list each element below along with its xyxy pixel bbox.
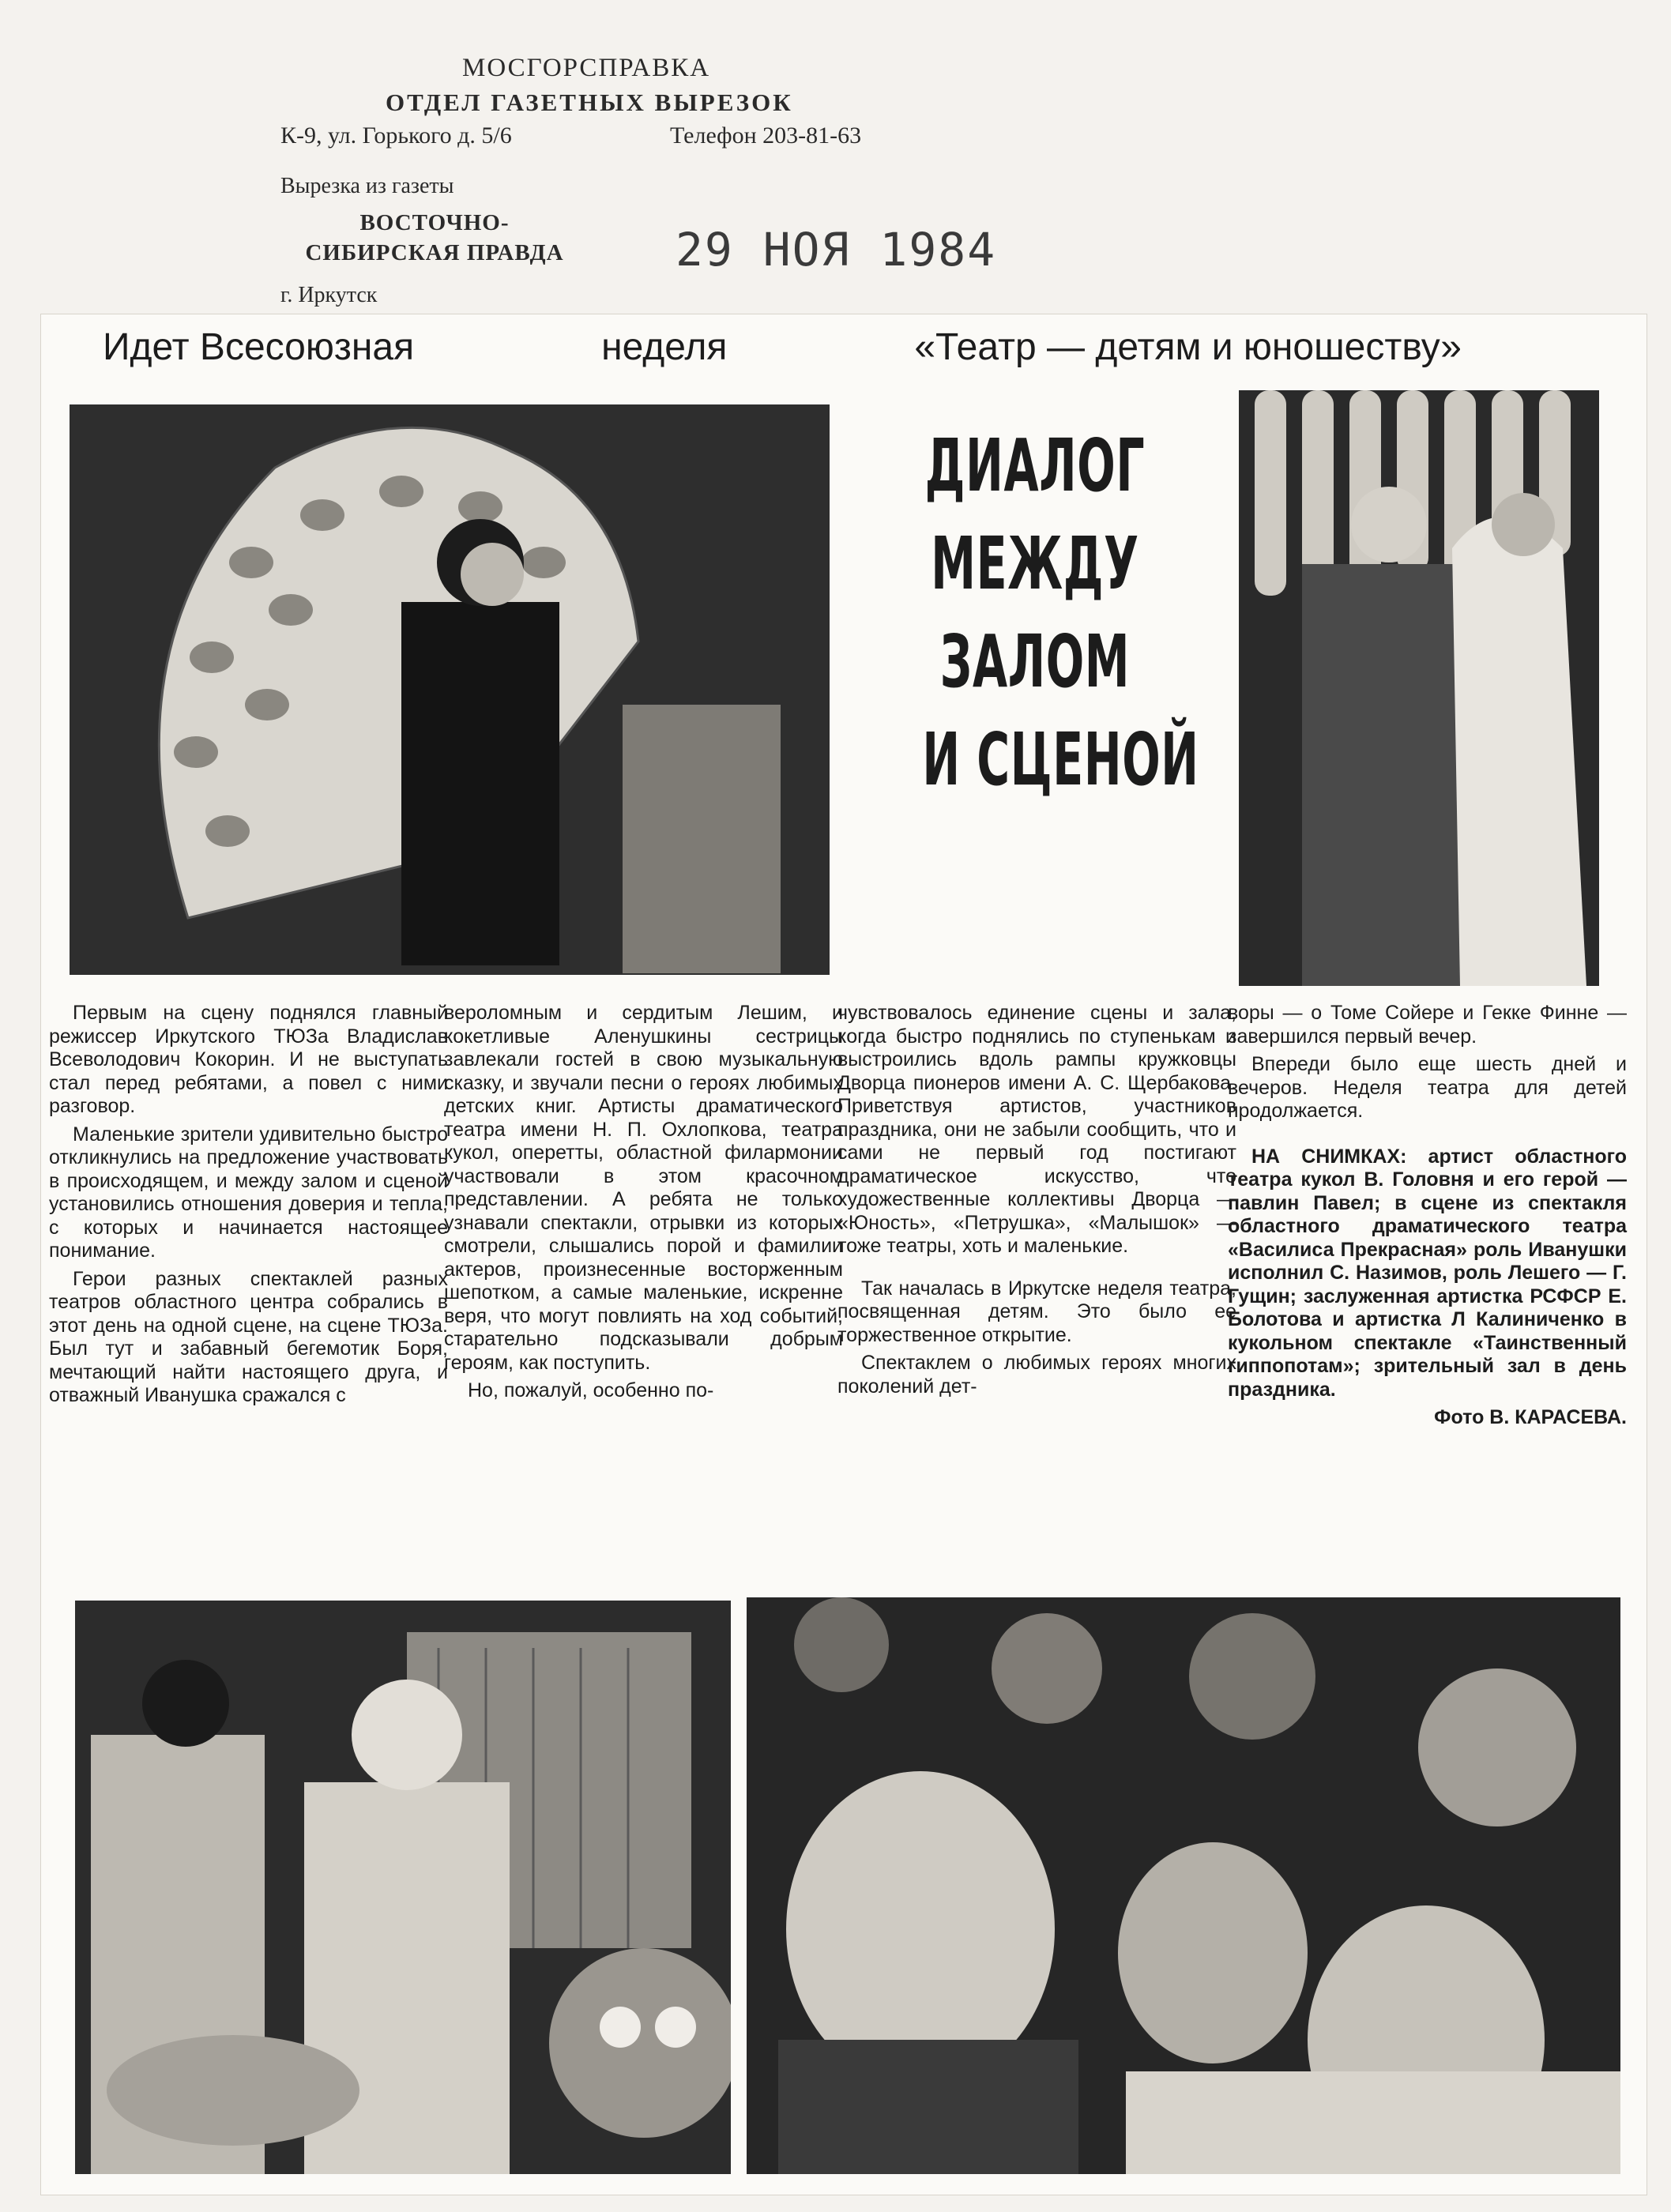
photo-puppet-performance [75,1601,731,2174]
article-column-1 [49,1002,448,1413]
headline [922,417,1199,809]
photo-audience [747,1597,1620,2174]
stamp-city: г. Иркутск [280,283,378,307]
photo-vasilisa-scene [1239,390,1599,986]
headline-line-1: ДИАЛОГ [924,423,1146,508]
stamp-clipping-from: Вырезка из газеты [280,174,454,198]
stamp-department: ОТДЕЛ ГАЗЕТНЫХ ВЫРЕЗОК [386,88,793,116]
headline-line-3: ЗАЛОМ [939,619,1131,704]
stamp-phone: Телефон 203-81-63 [670,122,862,149]
kicker-line [103,325,1462,369]
paragraph: вероломным и сердитым Лешим, и кокетливые Аленушкины сестрицы завлекали гостей в свою музыкальную сказку, и звучали песни о героях любимых детских книг. Артисты драматического театра имени Н. П. Охлопкова, театра кукол, оперетты, областной филармонии участвовали в этом красочном представлении. А ребята не только узнавали спектакли, отрывки из которых смотрели, слышались порой и фамилии актеров, произнесенные восторженным шепотком, а самые маленькие, искренне веря, что могут повлиять на ход событий, старательно подсказывали добрым героям, как поступить. [444,1002,843,1374]
photo-caption: НА СНИМКАХ: артист областного театра кукол В. Головня и его герой — павлин Павел; в сцене из спектакля областного драматического театра «Василиса Прекрасная» роль Иванушки исполнил С. Назимов, роль Лешего — Г. Гущин; заслуженная артистка РСФСР Е. Болотова и артистка Л Калиниченко в кукольном спектакле «Таинственный гиппопотам»; зрительный зал в день праздника. [1228,1145,1627,1401]
article-column-2 [444,1002,843,1408]
paragraph: Маленькие зрители удивительно быстро откликнулись на предложение участвовать в происходящем, и между залом и сценой установились отношения доверия и тепла, с которых и начинается настоящее понимание. [49,1123,448,1262]
photo-peacock-puppet [70,404,830,975]
stamp-address: К-9, ул. Горького д. 5/6 [280,122,512,149]
article-column-4 [1228,1002,1627,1435]
newspaper-name-line2: СИБИРСКАЯ ПРАВДА [305,240,564,265]
paragraph: Впереди было еще шесть дней и вечеров. Неделя театра для детей продолжается. [1228,1053,1627,1122]
headline-line-2: МЕЖДУ [931,521,1139,606]
article-column-3 [837,1002,1236,1403]
kicker-part-3: «Театр — детям и юношеству» [914,326,1462,368]
paragraph: чувствовалось единение сцены и зала, когда быстро поднялись по ступенькам и выстроились вдоль рампы кружковцы Дворца пионеров имени А. С. Щербакова. Приветствуя артистов, участников праздника, они не забыли сообщить, что и сами не первый год постигают драматическое искусство, что художественные коллективы Дворца — «Юность», «Петрушка», «Малышок» — тоже театры, хоть и маленькие. [837,1002,1236,1257]
paragraph: Первым на сцену поднялся главный режиссер Иркутского ТЮЗа Владислав Всеволодович Кокорин. И не выступать стал перед ребятами, а повел с ними разговор. [49,1002,448,1117]
kicker-part-1: Идет Всесоюзная [103,326,415,368]
paragraph: Но, пожалуй, особенно по- [468,1379,714,1401]
newspaper-name-line1: ВОСТОЧНО- [359,210,510,235]
photo-credit: Фото В. КАРАСЕВА. [1434,1406,1627,1428]
headline-line-4: И СЦЕНОЙ [922,717,1199,802]
kicker-part-2: неделя [601,326,728,368]
paragraph: Герои разных спектаклей разных театров областного центра собрались в этот день на одной сцене, на сцене ТЮЗа. Был тут и забавный бегемотик Боря, мечтающий найти настоящего друга, и отважный Иванушка сражался с [49,1267,448,1406]
paragraph: Так началась в Иркутске неделя театра, посвященная детям. Это было ее торжественное открытие. [837,1277,1236,1346]
date-stamp: 29 НОЯ 1984 [676,223,997,276]
stamp-agency: МОСГОРСПРАВКА [462,54,711,82]
paragraph: Спектаклем о любимых героях многих поколений дет- [837,1352,1236,1398]
paragraph: воры — о Томе Сойере и Гекке Финне — завершился первый вечер. [1228,1002,1627,1048]
stamp-newspaper [284,208,585,268]
